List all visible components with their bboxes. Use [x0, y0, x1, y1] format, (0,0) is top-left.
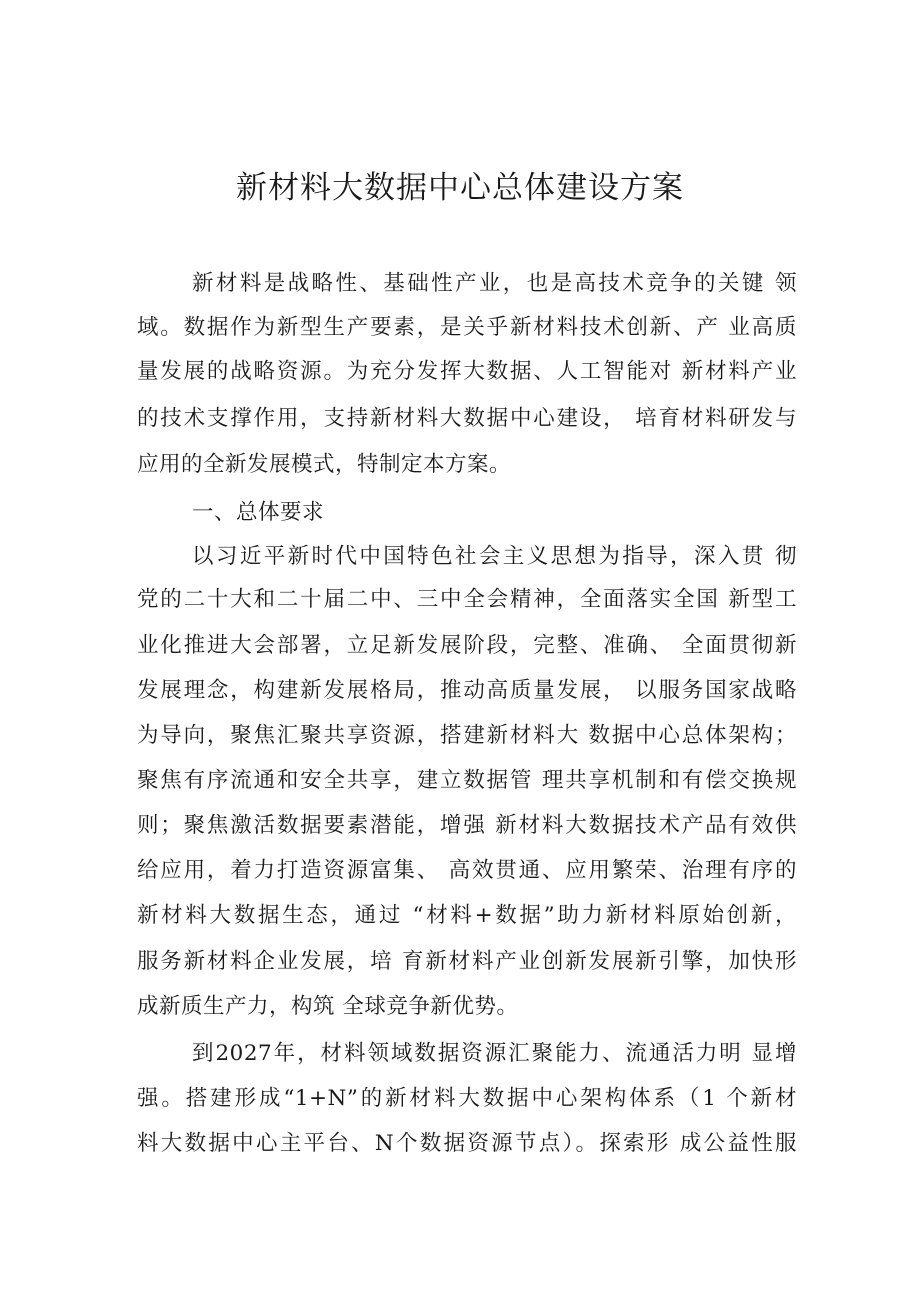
paragraph-line: 量发展的战略资源。为充分发挥大数据、人工智能对 新材料产业 [137, 359, 797, 384]
paragraph-line: 料大数据中心主平台、N个数据资源节点）。探索形 成公益性服 [137, 1131, 797, 1156]
paragraph-line: 则；聚焦激活数据要素潜能，增强 新材料大数据技术产品有效供 [137, 813, 797, 838]
paragraph-line: 新材料大数据生态，通过 “材料+数据”助力新材料原始创新， [137, 903, 797, 928]
paragraph-line: 发展理念，构建新发展格局，推动高质量发展， 以服务国家战略 [137, 678, 797, 703]
paragraph-line: 新材料是战略性、基础性产业，也是高技术竞争的关键 领 [192, 271, 797, 296]
paragraph-line: 应用的全新发展模式，特制定本方案。 [137, 452, 512, 477]
paragraph-line: 强。搭建形成“1+N”的新材料大数据中心架构体系（1 个新材 [137, 1086, 797, 1111]
paragraph-line: 以习近平新时代中国特色社会主义思想为指导，深入贯 彻 [192, 544, 797, 569]
paragraph-line: 成新质生产力，构筑 全球竞争新优势。 [137, 994, 519, 1019]
section-heading: 一、总体要求 [192, 500, 325, 525]
paragraph-line: 聚焦有序流通和安全共享，建立数据管 理共享机制和有偿交换规 [137, 768, 797, 793]
paragraph-line: 域。数据作为新型生产要素，是关乎新材料技术创新、产 业高质 [137, 315, 797, 340]
paragraph-line: 业化推进大会部署，立足新发展阶段，完整、准确、 全面贯彻新 [137, 633, 797, 658]
document-title: 新材料大数据中心总体建设方案 [236, 170, 684, 206]
paragraph-line: 党的二十大和二十届二中、三中全会精神，全面落实全国 新型工 [137, 587, 797, 612]
paragraph-line: 服务新材料企业发展，培 育新材料产业创新发展新引擎，加快形 [137, 949, 797, 974]
paragraph-line: 的技术支撑作用，支持新材料大数据中心建设， 培育材料研发与 [137, 406, 797, 431]
paragraph-line: 为导向，聚焦汇聚共享资源，搭建新材料大 数据中心总体架构； [137, 723, 797, 748]
paragraph-line: 给应用，着力打造资源富集、 高效贯通、应用繁荣、治理有序的 [137, 858, 797, 883]
paragraph-line: 到2027年，材料领域数据资源汇聚能力、流通活力明 显增 [192, 1041, 797, 1066]
